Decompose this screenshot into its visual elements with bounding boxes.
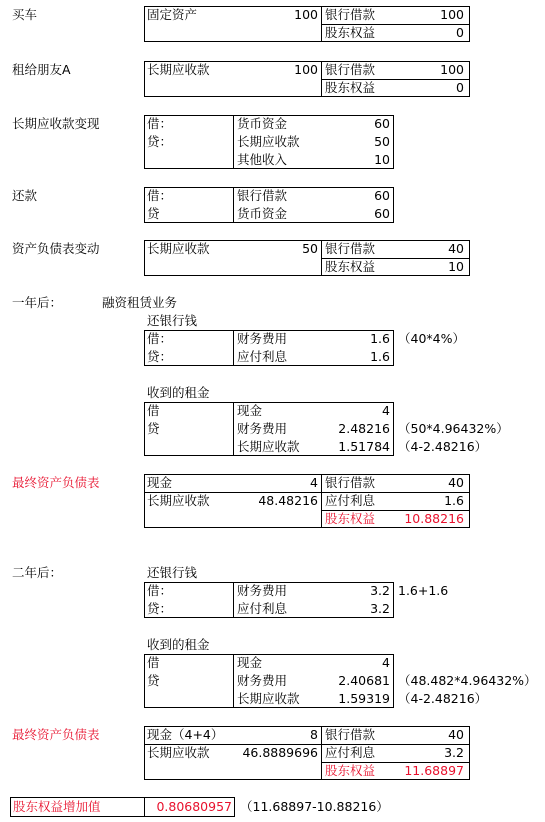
- cell-note: （4-2.48216）: [398, 439, 488, 454]
- cell-value: 1.6: [370, 331, 390, 346]
- cell-value: 50: [374, 134, 390, 149]
- cell-label: 货币资金: [237, 206, 288, 221]
- cell-label: 现金: [237, 403, 263, 418]
- cell-value: 4: [382, 655, 390, 670]
- cell-value: 1.6: [370, 349, 390, 364]
- section-label-realization: 长期应收款变现: [12, 116, 100, 131]
- cell-label: 现金: [147, 475, 173, 490]
- cell-value: 2.40681: [338, 673, 390, 688]
- cell-label: 财务费用: [237, 673, 288, 688]
- cell-value: 50: [302, 241, 318, 256]
- cell-label: 应付利息: [237, 601, 288, 616]
- cell-label: 股东权益: [325, 259, 376, 274]
- cell-label-equity: 股东权益: [325, 763, 376, 778]
- equity-increase-label: 股东权益增加值: [13, 799, 101, 814]
- cell-value: 3.2: [370, 601, 390, 616]
- cell-value: 100: [294, 7, 318, 22]
- cell-label: 股东权益: [325, 25, 376, 40]
- cell-label: 财务费用: [237, 421, 288, 436]
- cell-label: 银行借款: [325, 62, 376, 77]
- year1-business-label: 融资租赁业务: [102, 295, 178, 310]
- debit-label: 借：: [147, 583, 173, 598]
- credit-label: 贷: [147, 421, 160, 436]
- cell-value: 1.6: [444, 493, 464, 508]
- year2-label: 二年后：: [12, 565, 63, 580]
- cell-label: 银行借款: [325, 727, 376, 742]
- cell-value-equity: 11.68897: [404, 763, 464, 778]
- cell-value: 10: [448, 259, 464, 274]
- cell-value: 1.51784: [338, 439, 390, 454]
- cell-label: 长期应收款: [237, 439, 300, 454]
- cell-label: 应付利息: [325, 745, 376, 760]
- cell-label: 固定资产: [147, 7, 198, 22]
- debit-label: 借：: [147, 331, 173, 346]
- cell-value: 3.2: [444, 745, 464, 760]
- section-label-lease: 租给朋友A: [12, 62, 71, 77]
- cell-label: 长期应收款: [237, 691, 300, 706]
- cell-label: 银行借款: [325, 7, 376, 22]
- credit-label: 贷: [147, 673, 160, 688]
- equity-increase-value: 0.80680957: [156, 799, 232, 814]
- section-label-buy-car: 买车: [12, 7, 38, 22]
- cell-label: 财务费用: [237, 583, 288, 598]
- year1-rent-title: 收到的租金: [147, 385, 210, 400]
- cell-value: 1.59319: [338, 691, 390, 706]
- cell-value: 2.48216: [338, 421, 390, 436]
- cell-note: （40*4%）: [398, 331, 465, 346]
- cell-note: （48.482*4.96432%）: [398, 673, 537, 688]
- cell-label: 长期应收款: [147, 241, 210, 256]
- cell-value: 3.2: [370, 583, 390, 598]
- cell-value: 100: [294, 62, 318, 77]
- debit-label: 借: [147, 403, 160, 418]
- cell-value: 40: [448, 241, 464, 256]
- debit-label: 借: [147, 655, 160, 670]
- section-label-bs-change: 资产负债表变动: [12, 241, 100, 256]
- credit-label: 贷：: [147, 601, 173, 616]
- section-label-repayment: 还款: [12, 188, 38, 203]
- cell-label: 股东权益: [325, 80, 376, 95]
- credit-label: 贷: [147, 206, 160, 221]
- cell-label-equity: 股东权益: [325, 511, 376, 526]
- cell-value: 100: [440, 62, 464, 77]
- cell-value: 60: [374, 116, 390, 131]
- equity-increase-note: （11.68897-10.88216）: [240, 799, 389, 814]
- cell-note: （50*4.96432%）: [398, 421, 509, 436]
- cell-label: 长期应收款: [147, 62, 210, 77]
- cell-value: 46.8889696: [242, 745, 318, 760]
- cell-value: 10: [374, 152, 390, 167]
- cell-label: 银行借款: [325, 241, 376, 256]
- cell-value: 100: [440, 7, 464, 22]
- year2-rent-title: 收到的租金: [147, 637, 210, 652]
- cell-value: 4: [382, 403, 390, 418]
- cell-value: 40: [448, 475, 464, 490]
- cell-value: 8: [310, 727, 318, 742]
- cell-label: 银行借款: [237, 188, 288, 203]
- cell-label: 应付利息: [325, 493, 376, 508]
- cell-value: 0: [456, 80, 464, 95]
- credit-label: 贷：: [147, 349, 173, 364]
- cell-value-equity: 10.88216: [404, 511, 464, 526]
- cell-value: 48.48216: [258, 493, 318, 508]
- cell-label: 长期应收款: [147, 493, 210, 508]
- debit-label: 借：: [147, 116, 173, 131]
- debit-label: 借：: [147, 188, 173, 203]
- year2-repay-title: 还银行钱: [147, 565, 198, 580]
- year1-final-bs-label: 最终资产负债表: [12, 475, 100, 490]
- cell-label: 现金（4+4）: [147, 727, 224, 742]
- cell-label: 财务费用: [237, 331, 288, 346]
- cell-value: 0: [456, 25, 464, 40]
- cell-note: 1.6+1.6: [398, 583, 449, 598]
- cell-label: 货币资金: [237, 116, 288, 131]
- cell-value: 60: [374, 188, 390, 203]
- cell-value: 4: [310, 475, 318, 490]
- cell-value: 40: [448, 727, 464, 742]
- cell-label: 银行借款: [325, 475, 376, 490]
- year1-repay-title: 还银行钱: [147, 313, 198, 328]
- cell-label: 长期应收款: [147, 745, 210, 760]
- cell-label: 应付利息: [237, 349, 288, 364]
- cell-label: 现金: [237, 655, 263, 670]
- cell-label: 长期应收款: [237, 134, 300, 149]
- cell-value: 60: [374, 206, 390, 221]
- credit-label: 贷：: [147, 134, 173, 149]
- cell-note: （4-2.48216）: [398, 691, 488, 706]
- cell-label: 其他收入: [237, 152, 288, 167]
- year2-final-bs-label: 最终资产负债表: [12, 727, 100, 742]
- year1-label: 一年后：: [12, 295, 63, 310]
